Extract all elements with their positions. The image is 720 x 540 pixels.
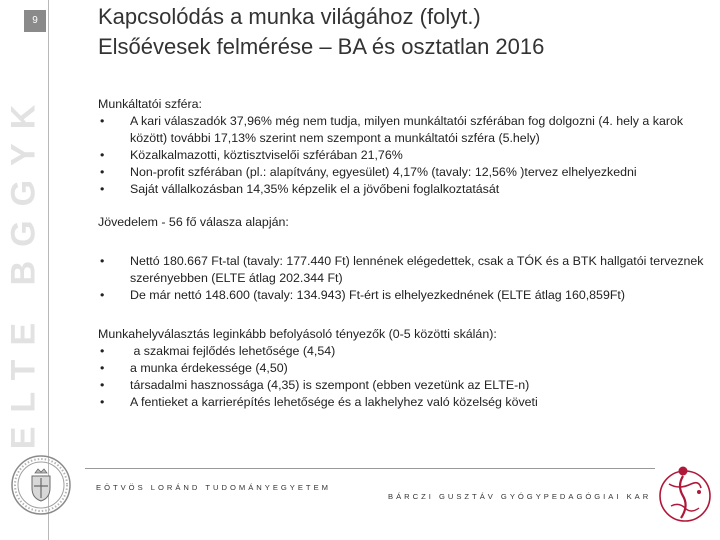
bullet: •	[100, 288, 105, 302]
list-item	[98, 253, 708, 287]
employer-bullet-1: A kari válaszadók 37,96% még nem tudja, milyen munkáltatói szférában fog dolgozni (4. hely a karok között) további 17,13% szerint nem szempont a munkáltatói szféra (5.hely)	[130, 114, 684, 145]
title-line-2: Elsőévesek felmérése – BA és osztatlan 2016	[98, 34, 545, 59]
employer-bullet-2: Közalkalmazotti, köztisztviselői szférában 21,76%	[130, 148, 403, 162]
list-item	[98, 113, 708, 147]
bullet: •	[100, 148, 105, 162]
university-name: EÖTVÖS LORÁND TUDOMÁNYEGYETEM	[96, 483, 331, 492]
faculty-emblem-icon	[655, 462, 715, 532]
employer-heading: Munkáltatói szféra:	[98, 97, 202, 111]
list-item	[98, 377, 708, 394]
university-seal-icon	[10, 454, 72, 516]
bullet: •	[100, 378, 105, 392]
list-item	[98, 164, 708, 181]
brand-vertical-text: ELTE BGGYK	[4, 90, 43, 450]
list-item	[98, 394, 708, 411]
bullet: •	[100, 395, 105, 409]
list-item	[98, 343, 708, 360]
bullet: •	[100, 254, 105, 268]
employer-bullet-4: Saját vállalkozásban 14,35% képzelik el a jövőbeni foglalkoztatását	[130, 182, 500, 196]
bullet: •	[100, 344, 105, 358]
employer-bullet-3: Non-profit szférában (pl.: alapítvány, egyesület) 4,17% (tavaly: 12,56% )tervez elhelyezkedni	[130, 165, 637, 179]
workplace-heading: Munkahelyválasztás leginkább befolyásoló tényezők (0-5 közötti skálán):	[98, 327, 497, 341]
workplace-bullet-1: a szakmai fejlődés lehetősége (4,54)	[130, 344, 336, 358]
workplace-bullet-4: A fentieket a karrierépítés lehetősége és a lakhelyhez való közelség követi	[130, 395, 538, 409]
bullet: •	[100, 114, 105, 128]
list-item	[98, 360, 708, 377]
list-item	[98, 287, 708, 304]
bullet: •	[100, 165, 105, 179]
workplace-bullet-2: a munka érdekessége (4,50)	[130, 361, 288, 375]
slide-content	[98, 96, 708, 411]
slide-title	[98, 2, 544, 62]
bullet: •	[100, 182, 105, 196]
bullet: •	[100, 361, 105, 375]
title-line-1: Kapcsolódás a munka világához (folyt.)	[98, 4, 481, 29]
page-number: 9	[24, 10, 46, 32]
workplace-bullet-3: társadalmi hasznossága (4,35) is szempont (ebben vezetünk az ELTE-n)	[130, 378, 530, 392]
list-item	[98, 181, 708, 198]
footer-divider	[85, 468, 655, 469]
list-item	[98, 147, 708, 164]
income-bullet-1: Nettó 180.667 Ft-tal (tavaly: 177.440 Ft) lennének elégedettek, csak a TÓK és a BTK hallgatói terveznek szerényebben (ELTE átlag 202.344 Ft)	[130, 254, 704, 285]
income-heading: Jövedelem - 56 fő válasza alapján:	[98, 215, 289, 229]
income-bullet-2: De már nettó 148.600 (tavaly: 134.943) Ft-ért is elhelyezkednének (ELTE átlag 160,859Ft)	[130, 288, 625, 302]
faculty-name: BÁRCZI GUSZTÁV GYÓGYPEDAGÓGIAI KAR	[388, 492, 652, 501]
